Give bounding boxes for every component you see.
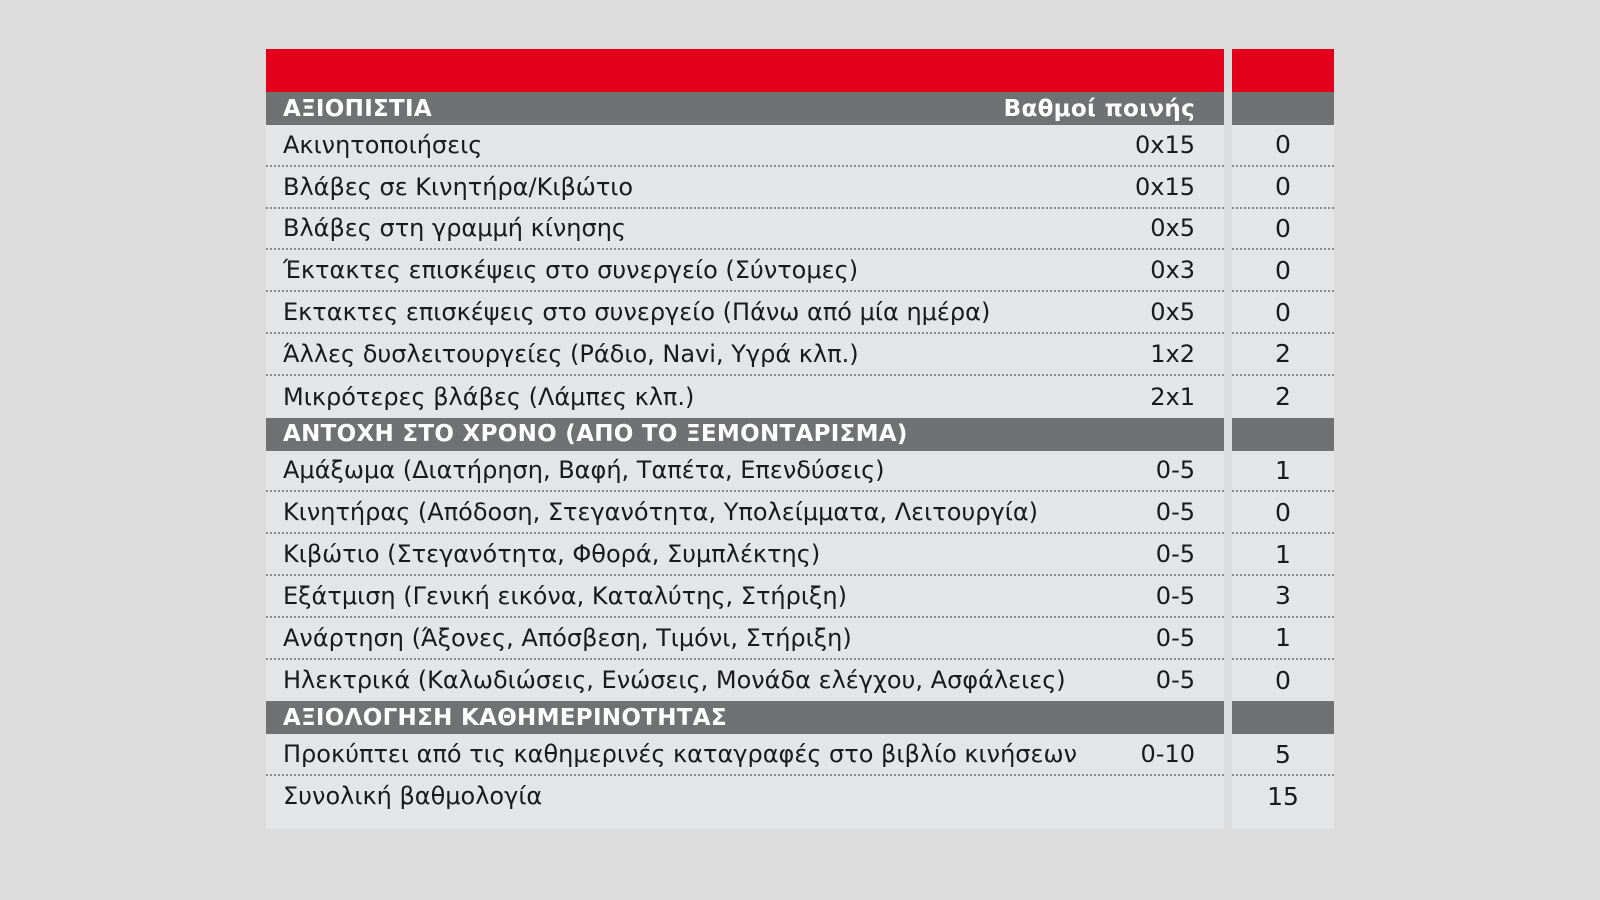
row-score: 5 — [1232, 734, 1334, 776]
row-score: 0 — [1232, 167, 1334, 209]
row-value: 0-5 — [1155, 456, 1195, 485]
red-header-right — [1232, 49, 1334, 92]
row-score: 2 — [1232, 376, 1334, 418]
row-value: 0-5 — [1155, 623, 1195, 652]
section-title: ΑΞΙΟΛΟΓΗΣΗ ΚΑΘΗΜΕΡΙΝΟΤΗΤΑΣ — [283, 704, 727, 731]
row-value: 0-5 — [1155, 581, 1195, 610]
total-label: Συνολική βαθμολογία — [283, 782, 543, 811]
row-score: 0 — [1232, 492, 1334, 534]
row-label: Κινητήρας (Απόδοση, Στεγανότητα, Υπολείμματα, Λειτουργία) — [283, 498, 1039, 527]
table-row — [266, 576, 1334, 618]
section-header-reliability — [266, 92, 1334, 125]
table-row — [266, 292, 1334, 334]
table-row — [266, 734, 1334, 776]
table-row — [266, 492, 1334, 534]
row-score: 2 — [1232, 334, 1334, 376]
row-value: 0-10 — [1140, 740, 1195, 769]
row-label: Μικρότερες βλάβες (Λάμπες κλπ.) — [283, 382, 695, 411]
section-subheader: Βαθμοί ποινής — [1003, 95, 1195, 122]
row-score: 3 — [1232, 576, 1334, 618]
row-value: 0-5 — [1155, 498, 1195, 527]
row-label: Εξάτμιση (Γενική εικόνα, Καταλύτης, Στήριξη) — [283, 581, 847, 610]
total-score: 15 — [1232, 776, 1334, 829]
row-score: 0 — [1232, 292, 1334, 334]
row-label: Εκτακτες επισκέψεις στο συνεργείο (Πάνω από μία ημέρα) — [283, 298, 991, 327]
red-header-bar — [266, 49, 1334, 92]
row-score: 0 — [1232, 660, 1334, 702]
table-row — [266, 209, 1334, 251]
row-label: Αμάξωμα (Διατήρηση, Βαφή, Ταπέτα, Επενδύσεις) — [283, 456, 885, 485]
section-title: ΑΝΤΟΧΗ ΣΤΟ ΧΡΟΝΟ (ΑΠΟ ΤΟ ΞΕΜΟΝΤΑΡΙΣΜΑ) — [283, 421, 908, 448]
row-score: 0 — [1232, 209, 1334, 251]
row-value: 0x15 — [1134, 130, 1195, 159]
row-label: Ανάρτηση (Άξονες, Απόσβεση, Τιμόνι, Στήριξη) — [283, 623, 852, 652]
row-label: Έκτακτες επισκέψεις στο συνεργείο (Σύντομες) — [283, 256, 859, 285]
row-value: 0x5 — [1150, 298, 1195, 327]
row-value: 0x5 — [1150, 214, 1195, 243]
section-header-durability — [266, 418, 1334, 451]
table-row — [266, 250, 1334, 292]
row-score: 0 — [1232, 125, 1334, 167]
row-label: Ακινητοποιήσεις — [283, 130, 483, 159]
table-row — [266, 660, 1334, 702]
row-score: 0 — [1232, 250, 1334, 292]
table-row — [266, 125, 1334, 167]
section-header-daily-evaluation — [266, 701, 1334, 734]
total-row — [266, 776, 1334, 829]
row-value: 0-5 — [1155, 666, 1195, 695]
score-table — [266, 49, 1334, 829]
row-value: 1x2 — [1150, 339, 1195, 368]
row-label: Ηλεκτρικά (Καλωδιώσεις, Ενώσεις, Μονάδα ελέγχου, Ασφάλειες) — [283, 666, 1066, 695]
row-score: 1 — [1232, 451, 1334, 493]
row-value: 0x3 — [1150, 256, 1195, 285]
table-row — [266, 451, 1334, 493]
row-label: Βλάβες σε Κινητήρα/Κιβώτιο — [283, 172, 634, 201]
section-title: ΑΞΙΟΠΙΣΤΙΑ — [283, 95, 433, 122]
table-row — [266, 376, 1334, 418]
red-header-left — [266, 49, 1224, 92]
row-label: Προκύπτει από τις καθημερινές καταγραφές στο βιβλίο κινήσεων — [283, 740, 1077, 769]
row-value: 0-5 — [1155, 540, 1195, 569]
table-row — [266, 167, 1334, 209]
row-value: 0x15 — [1134, 172, 1195, 201]
row-score: 1 — [1232, 618, 1334, 660]
table-row — [266, 534, 1334, 576]
table-row — [266, 334, 1334, 376]
table-row — [266, 618, 1334, 660]
row-value: 2x1 — [1150, 382, 1195, 411]
row-label: Βλάβες στη γραμμή κίνησης — [283, 214, 627, 243]
row-label: Κιβώτιο (Στεγανότητα, Φθορά, Συμπλέκτης) — [283, 540, 821, 569]
row-score: 1 — [1232, 534, 1334, 576]
row-label: Άλλες δυσλειτουργείες (Ράδιο, Navi, Υγρά κλπ.) — [283, 339, 859, 368]
